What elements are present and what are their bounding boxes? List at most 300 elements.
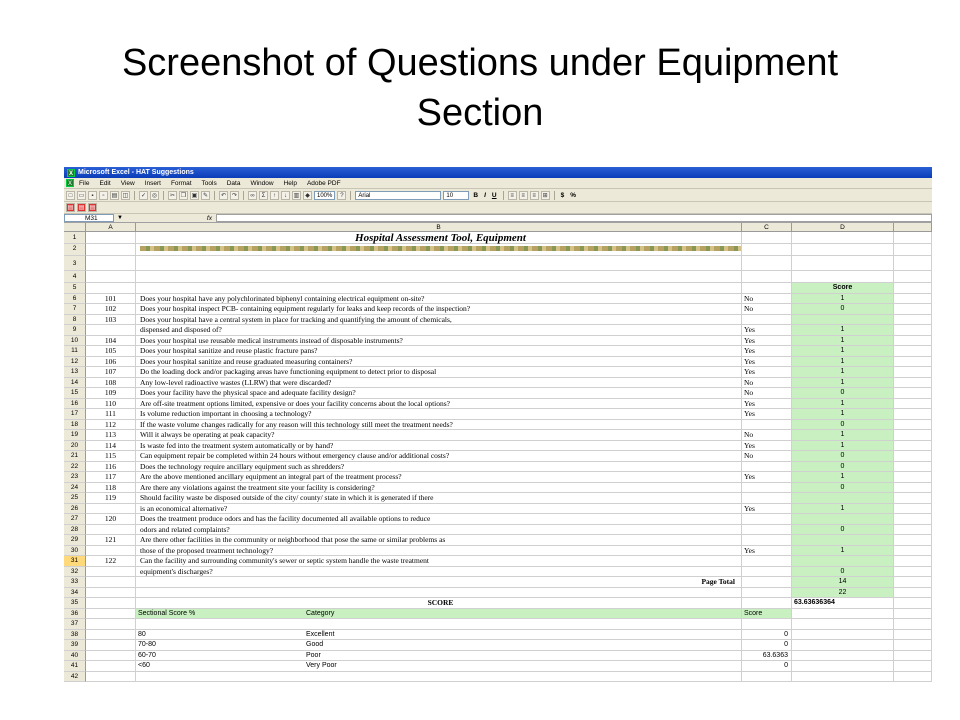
question-text[interactable]: dispensed and disposed of?	[136, 325, 742, 336]
question-text[interactable]: Can the facility and surrounding community's sewer or septic system handle the waste treatment	[136, 556, 742, 567]
row-header[interactable]: 25	[64, 493, 86, 504]
help-icon[interactable]: ?	[337, 191, 346, 200]
answer-cell[interactable]	[742, 493, 792, 504]
cell[interactable]	[894, 244, 932, 256]
answer-cell[interactable]: No	[742, 430, 792, 441]
spelling-icon[interactable]: ✓	[140, 192, 147, 199]
answer-cell[interactable]: No	[742, 378, 792, 389]
question-number[interactable]: 114	[86, 441, 136, 452]
cell[interactable]	[792, 672, 894, 683]
cell[interactable]	[792, 640, 894, 651]
row-header[interactable]: 7	[64, 304, 86, 315]
italic-button[interactable]: I	[484, 191, 486, 199]
cell[interactable]	[792, 630, 894, 641]
open-icon[interactable]: ▭	[78, 192, 85, 199]
cell[interactable]	[742, 232, 792, 244]
row-header[interactable]: 13	[64, 367, 86, 378]
sectional-score[interactable]: 0	[742, 661, 792, 672]
page-total-label[interactable]: Page Total	[136, 577, 742, 588]
cell[interactable]	[894, 271, 932, 283]
cell[interactable]	[894, 399, 932, 410]
align-left-icon[interactable]: ≡	[508, 191, 517, 200]
question-number[interactable]: 105	[86, 346, 136, 357]
cell[interactable]	[86, 609, 136, 620]
cell[interactable]	[894, 609, 932, 620]
answer-cell[interactable]: Yes	[742, 399, 792, 410]
sectional-score[interactable]: 0	[742, 630, 792, 641]
percent-button[interactable]: %	[570, 191, 576, 199]
sectional-cell[interactable]	[136, 640, 742, 651]
score-cell[interactable]: 1	[792, 441, 894, 452]
font-size-select[interactable]: 10	[443, 191, 469, 200]
sheet-title[interactable]: Hospital Assessment Tool, Equipment	[136, 232, 742, 244]
cell[interactable]	[894, 472, 932, 483]
question-text[interactable]: odors and related complaints?	[136, 525, 742, 536]
cell[interactable]	[894, 315, 932, 326]
question-text[interactable]: Does your hospital use reusable medical instruments instead of disposable instruments?	[136, 336, 742, 347]
score-cell[interactable]: 0	[792, 304, 894, 315]
row-header[interactable]: 11	[64, 346, 86, 357]
sectional-cell[interactable]	[136, 651, 742, 662]
cell[interactable]	[894, 630, 932, 641]
cell[interactable]	[894, 378, 932, 389]
answer-cell[interactable]: Yes	[742, 472, 792, 483]
cut-icon[interactable]: ✂	[169, 192, 176, 199]
score-cell[interactable]: 1	[792, 294, 894, 305]
menu-help[interactable]: Help	[283, 179, 297, 187]
cell[interactable]	[894, 462, 932, 473]
font-name-select[interactable]: Arial	[355, 191, 441, 200]
cell[interactable]	[894, 430, 932, 441]
cell[interactable]	[894, 483, 932, 494]
hyperlink-icon[interactable]: ∞	[248, 191, 257, 200]
cell[interactable]	[792, 244, 894, 256]
cell[interactable]	[894, 294, 932, 305]
cell[interactable]	[792, 271, 894, 283]
question-number[interactable]: 110	[86, 399, 136, 410]
question-number[interactable]: 120	[86, 514, 136, 525]
score-cell[interactable]: 1	[792, 325, 894, 336]
cell[interactable]	[894, 325, 932, 336]
row-header[interactable]: 15	[64, 388, 86, 399]
cell[interactable]	[136, 244, 742, 256]
menu-adobe-pdf[interactable]: Adobe PDF	[306, 179, 341, 187]
score-cell[interactable]: 1	[792, 378, 894, 389]
question-text[interactable]: Should facility waste be disposed outside of the city/ county/ state in which it is generated if there	[136, 493, 742, 504]
row-header[interactable]: 18	[64, 420, 86, 431]
row-header[interactable]: 27	[64, 514, 86, 525]
question-text[interactable]: Does your hospital have a central system in place for tracking and quantifying the amount of chemicals,	[136, 315, 742, 326]
row-header[interactable]: 42	[64, 672, 86, 683]
question-text[interactable]: Can equipment repair be completed within 24 hours without emergency clause and/or additional costs?	[136, 451, 742, 462]
align-right-icon[interactable]: ≡	[530, 191, 539, 200]
page-total-value[interactable]: 14	[792, 577, 894, 588]
row-header[interactable]: 8	[64, 315, 86, 326]
merge-center-icon[interactable]: ⊞	[542, 192, 548, 199]
row-header[interactable]: 20	[64, 441, 86, 452]
question-number[interactable]: 107	[86, 367, 136, 378]
score-cell[interactable]: 1	[792, 346, 894, 357]
question-number[interactable]	[86, 504, 136, 515]
cell[interactable]	[86, 619, 136, 630]
column-header-c[interactable]: C	[742, 223, 792, 231]
answer-cell[interactable]: Yes	[742, 441, 792, 452]
score-cell[interactable]: 0	[792, 420, 894, 431]
row-header[interactable]: 19	[64, 430, 86, 441]
select-all-corner[interactable]	[64, 223, 86, 231]
cell[interactable]	[894, 357, 932, 368]
question-text[interactable]: equipment's discharges?	[136, 567, 742, 578]
research-icon[interactable]: ◎	[151, 192, 158, 199]
cell[interactable]	[136, 256, 742, 271]
menu-insert[interactable]: Insert	[144, 179, 161, 187]
question-text[interactable]: Are off-site treatment options limited, expensive or does your facility concerns about the local options?	[136, 399, 742, 410]
score-cell[interactable]	[792, 556, 894, 567]
question-number[interactable]: 102	[86, 304, 136, 315]
cell[interactable]	[86, 256, 136, 271]
cell[interactable]	[86, 630, 136, 641]
autosum-icon[interactable]: Σ	[259, 191, 268, 200]
cell[interactable]	[894, 619, 932, 630]
cell[interactable]	[792, 256, 894, 271]
cell[interactable]	[86, 271, 136, 283]
menu-view[interactable]: View	[120, 179, 135, 187]
answer-cell[interactable]: Yes	[742, 357, 792, 368]
score-label[interactable]: SCORE	[136, 598, 742, 609]
column-header-a[interactable]: A	[86, 223, 136, 231]
question-text[interactable]: Does your hospital inspect PCB- containing equipment regularly for leaks and keep records of the inspection?	[136, 304, 742, 315]
row-header[interactable]: 38	[64, 630, 86, 641]
answer-cell[interactable]: Yes	[742, 325, 792, 336]
align-center-icon[interactable]: ≡	[519, 191, 528, 200]
question-text[interactable]: Are there any violations against the treatment site your facility is considering?	[136, 483, 742, 494]
answer-cell[interactable]	[742, 525, 792, 536]
workbook-icon[interactable]: X	[67, 181, 72, 187]
question-number[interactable]: 119	[86, 493, 136, 504]
score-cell[interactable]: 1	[792, 430, 894, 441]
score-cell[interactable]: 0	[792, 525, 894, 536]
cell[interactable]	[894, 651, 932, 662]
cell[interactable]	[86, 661, 136, 672]
cell[interactable]	[894, 514, 932, 525]
redo-icon[interactable]: ↷	[231, 192, 238, 199]
menu-data[interactable]: Data	[226, 179, 241, 187]
cell[interactable]	[742, 256, 792, 271]
question-number[interactable]	[86, 525, 136, 536]
answer-cell[interactable]	[742, 420, 792, 431]
print-preview-icon[interactable]: ◫	[122, 192, 129, 199]
cell[interactable]	[894, 256, 932, 271]
zoom-select[interactable]: 100%	[314, 191, 335, 200]
cell[interactable]	[742, 619, 792, 630]
question-text[interactable]: those of the proposed treatment technology?	[136, 546, 742, 557]
question-number[interactable]: 118	[86, 483, 136, 494]
cell[interactable]	[894, 598, 932, 609]
cell[interactable]	[894, 567, 932, 578]
cell[interactable]	[86, 598, 136, 609]
score-cell[interactable]: 0	[792, 388, 894, 399]
cell[interactable]	[894, 336, 932, 347]
cell[interactable]	[894, 283, 932, 294]
sectional-cell[interactable]	[136, 630, 742, 641]
cell[interactable]	[894, 546, 932, 557]
question-number[interactable]	[86, 325, 136, 336]
answer-cell[interactable]: No	[742, 451, 792, 462]
sort-descending-icon[interactable]: ↓	[281, 191, 290, 200]
underline-button[interactable]: U	[491, 191, 497, 199]
row-header[interactable]: 3	[64, 256, 86, 271]
row-header[interactable]: 39	[64, 640, 86, 651]
row-header[interactable]: 2	[64, 244, 86, 256]
column-header-b[interactable]: B	[136, 223, 742, 231]
column-header-e[interactable]	[894, 223, 932, 231]
score-cell[interactable]: 1	[792, 504, 894, 515]
cell[interactable]	[742, 577, 792, 588]
row-header[interactable]: 26	[64, 504, 86, 515]
row-header[interactable]: 23	[64, 472, 86, 483]
cell[interactable]	[792, 661, 894, 672]
question-text[interactable]: Does the treatment produce odors and has the facility documented all available options to reduce	[136, 514, 742, 525]
score-cell[interactable]: 0	[792, 567, 894, 578]
question-text[interactable]: Is volume reduction important in choosing a technology?	[136, 409, 742, 420]
cell[interactable]	[136, 271, 742, 283]
cell[interactable]	[86, 651, 136, 662]
cell[interactable]	[86, 640, 136, 651]
name-box[interactable]: M31	[64, 214, 114, 222]
convert-review-pdf-icon[interactable]: ▤	[89, 205, 96, 211]
row-header[interactable]: 40	[64, 651, 86, 662]
question-number[interactable]: 112	[86, 420, 136, 431]
spreadsheet-grid[interactable]	[64, 223, 932, 682]
sectional-header[interactable]	[136, 609, 742, 620]
question-text[interactable]: Is waste fed into the treatment system automatically or by hand?	[136, 441, 742, 452]
formula-input[interactable]	[216, 214, 932, 222]
question-text[interactable]: Does the technology require ancillary equipment such as shredders?	[136, 462, 742, 473]
question-number[interactable]: 103	[86, 315, 136, 326]
cell[interactable]	[894, 441, 932, 452]
row-header[interactable]: 16	[64, 399, 86, 410]
question-number[interactable]: 116	[86, 462, 136, 473]
row-header[interactable]: 30	[64, 546, 86, 557]
score-cell[interactable]: 1	[792, 546, 894, 557]
row-header[interactable]: 9	[64, 325, 86, 336]
copy-icon[interactable]: ❐	[180, 192, 187, 199]
answer-cell[interactable]: Yes	[742, 546, 792, 557]
cell[interactable]	[894, 577, 932, 588]
row-header[interactable]: 1	[64, 232, 86, 244]
sectional-score[interactable]: 63.6363	[742, 651, 792, 662]
answer-cell[interactable]: Yes	[742, 367, 792, 378]
insert-function-icon[interactable]: fx	[206, 214, 212, 222]
cell[interactable]	[894, 304, 932, 315]
answer-cell[interactable]: Yes	[742, 409, 792, 420]
answer-cell[interactable]: Yes	[742, 504, 792, 515]
question-text[interactable]: Any low-level radioactive wastes (LLRW) that were discarded?	[136, 378, 742, 389]
score-cell[interactable]	[792, 493, 894, 504]
bold-button[interactable]: B	[473, 191, 479, 199]
row-header[interactable]: 28	[64, 525, 86, 536]
cell[interactable]	[894, 535, 932, 546]
question-text[interactable]: Does your facility have the physical space and adequate facility design?	[136, 388, 742, 399]
menu-tools[interactable]: Tools	[201, 179, 217, 187]
score-cell[interactable]: 1	[792, 472, 894, 483]
row-header[interactable]: 6	[64, 294, 86, 305]
cell[interactable]	[742, 244, 792, 256]
question-text[interactable]: Will it always be operating at peak capacity?	[136, 430, 742, 441]
score-cell[interactable]	[792, 315, 894, 326]
question-number[interactable]: 104	[86, 336, 136, 347]
score-column-header[interactable]: Score	[792, 283, 894, 294]
row-header[interactable]: 32	[64, 567, 86, 578]
answer-cell[interactable]: No	[742, 294, 792, 305]
undo-icon[interactable]: ↶	[220, 192, 227, 199]
score-cell[interactable]	[792, 535, 894, 546]
drawing-icon[interactable]: ◆	[303, 191, 312, 200]
answer-cell[interactable]	[742, 514, 792, 525]
answer-cell[interactable]	[742, 462, 792, 473]
cell[interactable]	[742, 271, 792, 283]
sectional-cell[interactable]	[136, 661, 742, 672]
row-header[interactable]: 37	[64, 619, 86, 630]
cell[interactable]	[792, 651, 894, 662]
row-header[interactable]: 41	[64, 661, 86, 672]
row-header[interactable]: 4	[64, 271, 86, 283]
answer-cell[interactable]: No	[742, 388, 792, 399]
cell[interactable]	[894, 504, 932, 515]
answer-cell[interactable]	[742, 567, 792, 578]
score-cell[interactable]: 0	[792, 483, 894, 494]
cell[interactable]	[894, 640, 932, 651]
cell[interactable]	[894, 661, 932, 672]
row-header[interactable]: 12	[64, 357, 86, 368]
column-header-d[interactable]: D	[792, 223, 894, 231]
row-header[interactable]: 35	[64, 598, 86, 609]
row-header[interactable]: 17	[64, 409, 86, 420]
cell[interactable]	[742, 588, 792, 599]
print-icon[interactable]: ▤	[111, 192, 118, 199]
convert-to-pdf-icon[interactable]: ▤	[67, 205, 74, 211]
cell[interactable]	[894, 388, 932, 399]
question-text[interactable]: Does your hospital have any polychlorinated biphenyl containing electrical equipment on-site?	[136, 294, 742, 305]
question-text[interactable]: If the waste volume changes radically for any reason will this technology still meet the treatment needs?	[136, 420, 742, 431]
question-number[interactable]: 113	[86, 430, 136, 441]
currency-button[interactable]: $	[560, 191, 565, 199]
cell[interactable]	[136, 672, 742, 683]
menu-window[interactable]: Window	[250, 179, 274, 187]
row-header[interactable]: 22	[64, 462, 86, 473]
cell[interactable]	[894, 409, 932, 420]
answer-cell[interactable]: Yes	[742, 336, 792, 347]
cell[interactable]	[894, 346, 932, 357]
question-text[interactable]: is an economical alternative?	[136, 504, 742, 515]
cell[interactable]	[136, 619, 742, 630]
cell[interactable]	[742, 672, 792, 683]
cell[interactable]	[792, 609, 894, 620]
cell[interactable]	[894, 525, 932, 536]
name-box-dropdown-icon[interactable]: ▼	[117, 215, 123, 221]
question-text[interactable]: Are there other facilities in the community or neighborhood that pose the same or similar problems as	[136, 535, 742, 546]
question-number[interactable]: 109	[86, 388, 136, 399]
row-header[interactable]: 10	[64, 336, 86, 347]
window-titlebar[interactable]	[64, 167, 932, 178]
cell[interactable]	[894, 232, 932, 244]
row-header[interactable]: 31	[64, 556, 86, 567]
row-header[interactable]: 5	[64, 283, 86, 294]
question-text[interactable]: Do the loading dock and/or packaging areas have functioning equipment to detect prior to disposal	[136, 367, 742, 378]
answer-cell[interactable]	[742, 315, 792, 326]
sectional-score-col-header[interactable]: Score	[742, 609, 792, 620]
score-cell[interactable]: 1	[792, 357, 894, 368]
menu-format[interactable]: Format	[170, 179, 192, 187]
row-header[interactable]: 36	[64, 609, 86, 620]
question-number[interactable]: 122	[86, 556, 136, 567]
cell[interactable]	[136, 588, 742, 599]
sort-ascending-icon[interactable]: ↑	[270, 191, 279, 200]
score-cell[interactable]	[792, 514, 894, 525]
row-header[interactable]: 21	[64, 451, 86, 462]
row-header[interactable]: 24	[64, 483, 86, 494]
score-cell[interactable]: 0	[792, 451, 894, 462]
question-number[interactable]: 106	[86, 357, 136, 368]
question-text[interactable]: Are the above mentioned ancillary equipment an integral part of the treatment process?	[136, 472, 742, 483]
row-header[interactable]: 29	[64, 535, 86, 546]
row-header[interactable]: 14	[64, 378, 86, 389]
score-value[interactable]: 63.63636364	[792, 598, 894, 609]
menu-file[interactable]: File	[79, 179, 90, 187]
save-icon[interactable]: ▪	[88, 191, 97, 200]
question-number[interactable]: 121	[86, 535, 136, 546]
question-number[interactable]: 108	[86, 378, 136, 389]
score-cell[interactable]: 1	[792, 409, 894, 420]
cell[interactable]	[86, 244, 136, 256]
answer-cell[interactable]	[742, 535, 792, 546]
cell[interactable]	[86, 283, 136, 294]
cell[interactable]	[894, 367, 932, 378]
cell[interactable]	[894, 672, 932, 683]
cell[interactable]	[894, 493, 932, 504]
score-cell[interactable]: 1	[792, 367, 894, 378]
format-painter-icon[interactable]: ✎	[202, 192, 209, 199]
score-cell[interactable]: 1	[792, 336, 894, 347]
question-count-value[interactable]: 22	[792, 588, 894, 599]
answer-cell[interactable]: Yes	[742, 346, 792, 357]
cell[interactable]	[86, 588, 136, 599]
cell[interactable]	[742, 283, 792, 294]
answer-cell[interactable]	[742, 483, 792, 494]
row-header[interactable]: 34	[64, 588, 86, 599]
cell[interactable]	[86, 577, 136, 588]
question-text[interactable]: Does your hospital sanitize and reuse plastic fracture pans?	[136, 346, 742, 357]
question-text[interactable]: Does your hospital sanitize and reuse graduated measuring containers?	[136, 357, 742, 368]
new-icon[interactable]: □	[66, 191, 75, 200]
cell[interactable]	[894, 556, 932, 567]
cell[interactable]	[792, 232, 894, 244]
cell[interactable]	[894, 420, 932, 431]
score-cell[interactable]: 1	[792, 399, 894, 410]
cell[interactable]	[792, 619, 894, 630]
cell[interactable]	[894, 451, 932, 462]
cell[interactable]	[742, 598, 792, 609]
permission-icon[interactable]: ▫	[99, 191, 108, 200]
cell[interactable]	[86, 672, 136, 683]
question-number[interactable]	[86, 546, 136, 557]
cell[interactable]	[86, 232, 136, 244]
cell[interactable]	[136, 283, 742, 294]
score-cell[interactable]: 0	[792, 462, 894, 473]
question-number[interactable]: 117	[86, 472, 136, 483]
question-number[interactable]	[86, 567, 136, 578]
menu-edit[interactable]: Edit	[99, 179, 111, 187]
